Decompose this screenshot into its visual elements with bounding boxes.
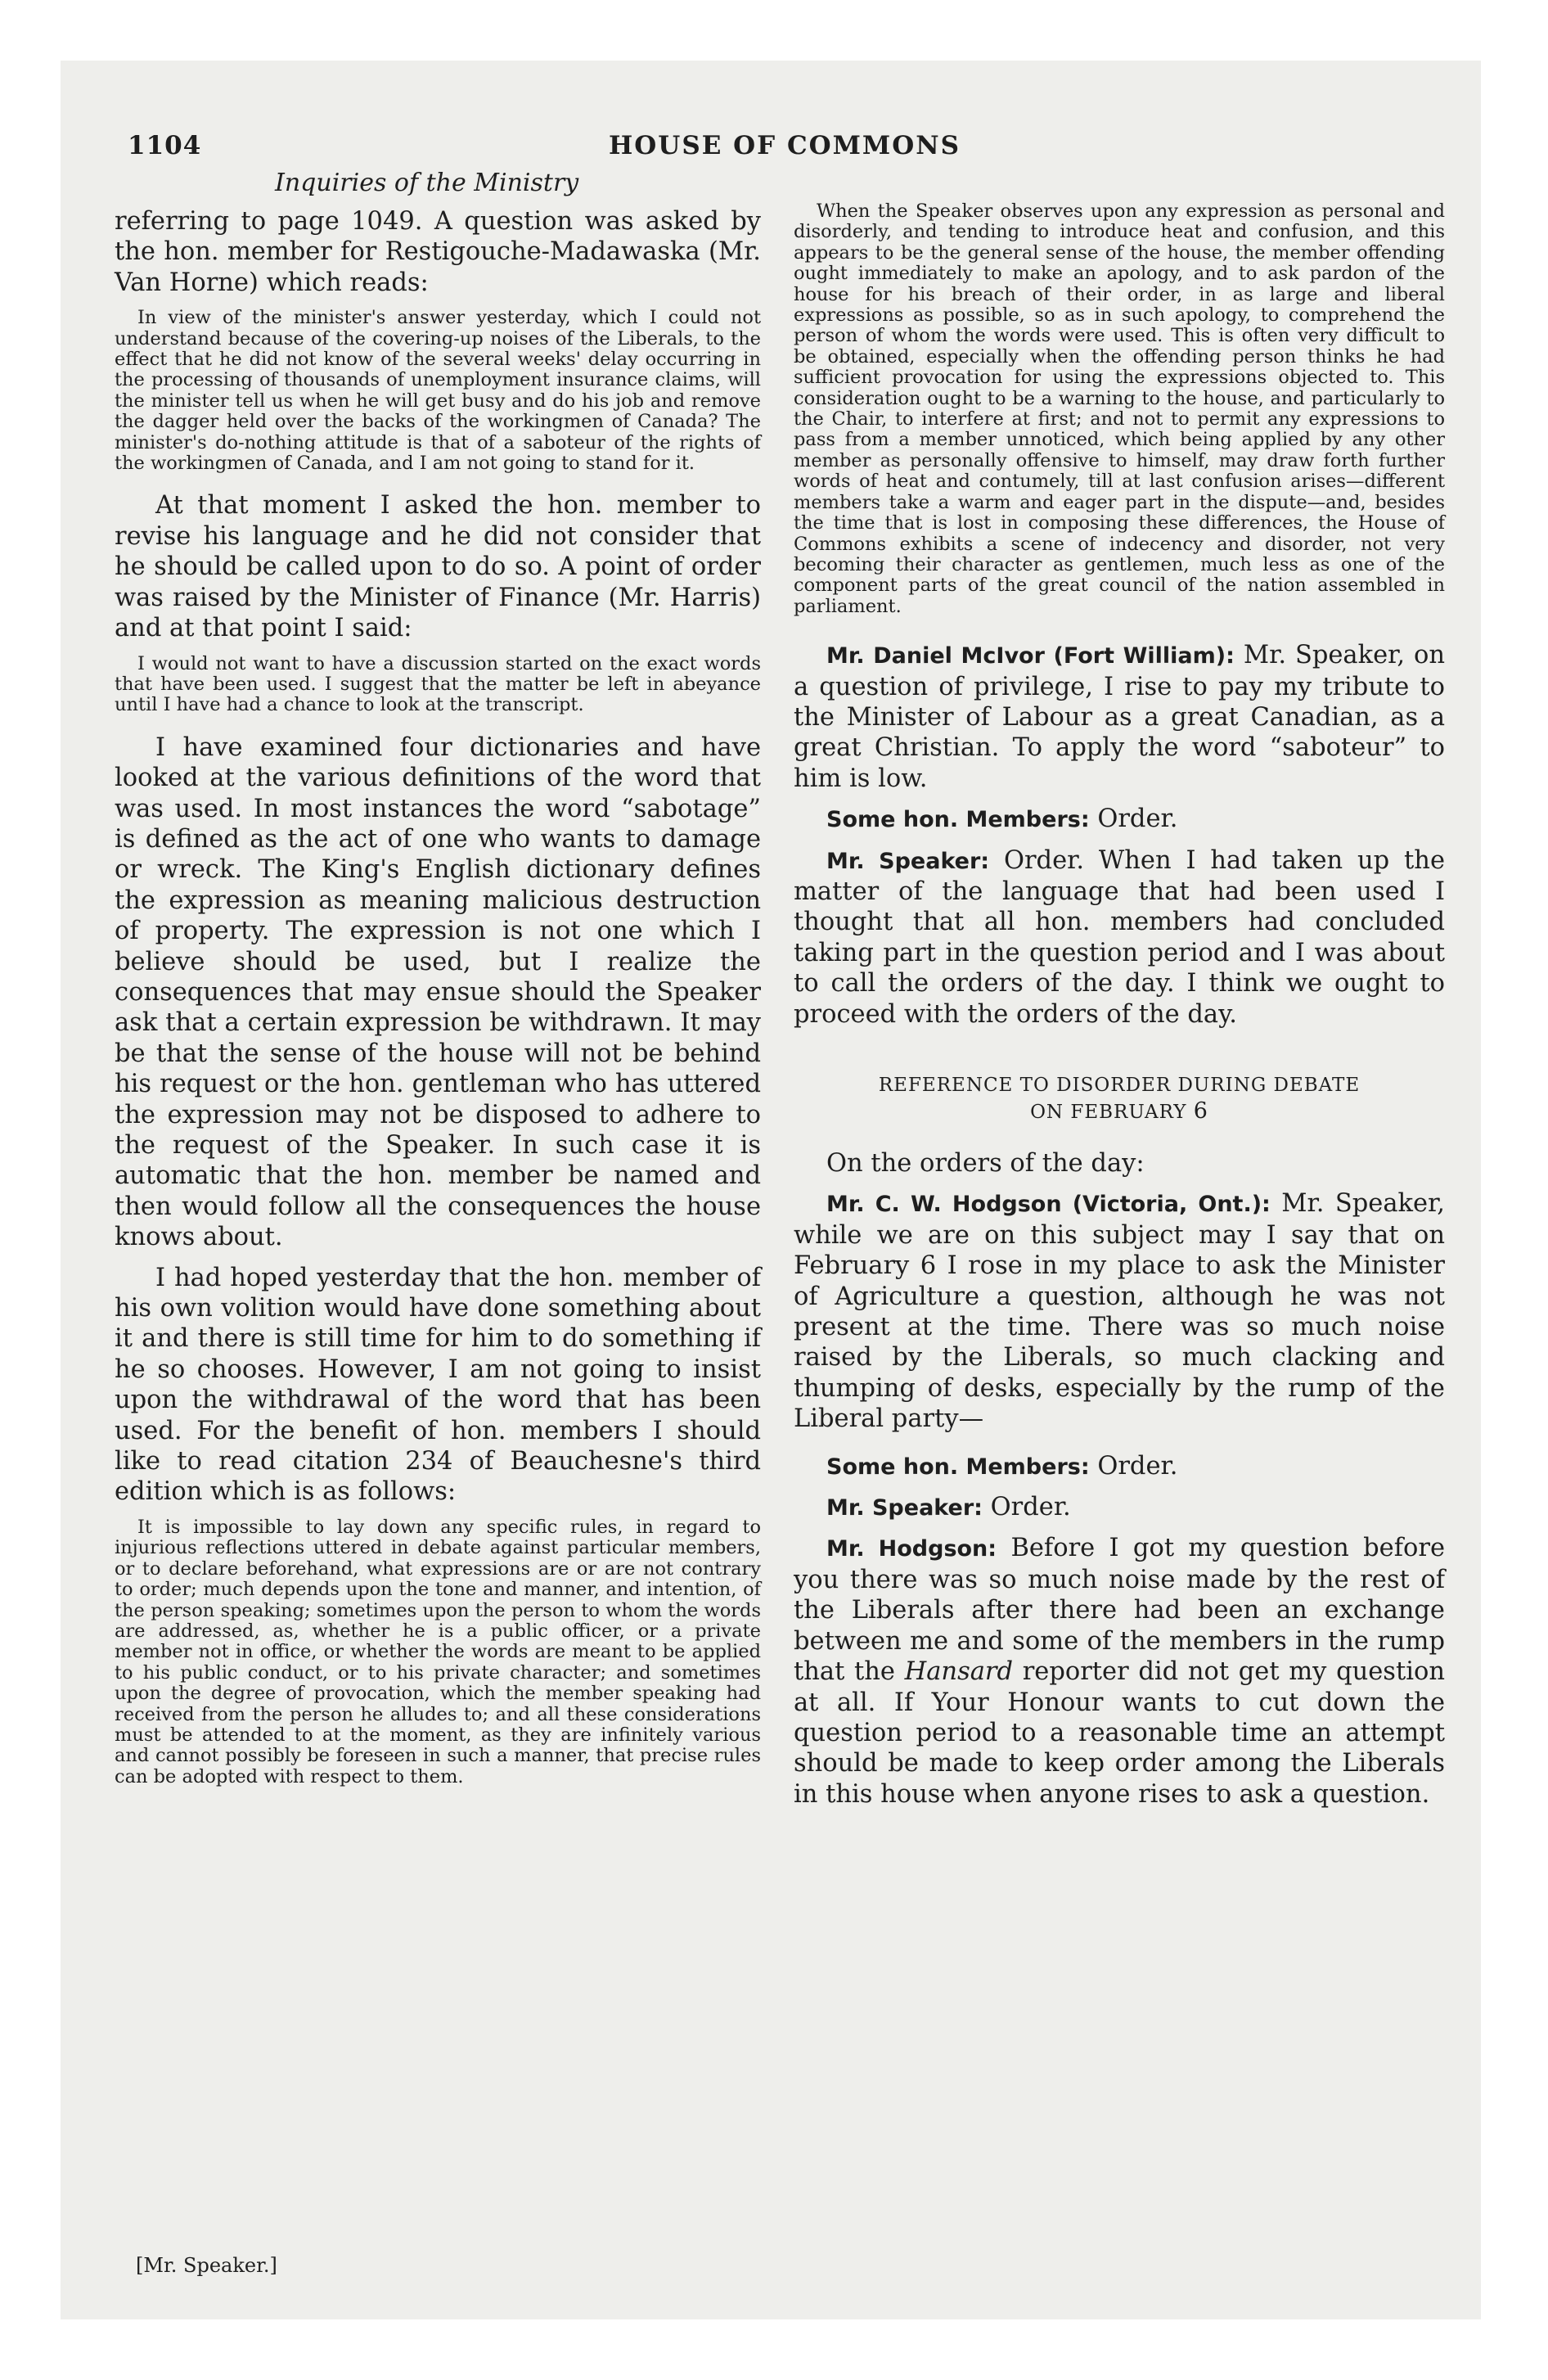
speech-text: Mr. Speaker, on a question of privilege, I rise to pay my tribute to the Minister of Labour as a great Canadian, as a great Christian. To apply the word “saboteur” to him is low.: [794, 641, 1445, 793]
page-header: HOUSE OF COMMONS: [609, 131, 961, 160]
block-quote: When the Speaker observes upon any expression as personal and disorderly, and tending to introduce heat and confusion, and this appears to be the general sense of the house, the member offending ought immediately to make an apology, and to ask pardon of the house for his breach of their order, in as large and liberal expressions as possible, so as in such apology, to comprehend the person of whom the words were used. This is often very difficult to be obtained, especially when the offending person thinks he had sufficient provocation for using the expressions objected to. This consideration ought to be a warning to the house, and particularly to the Chair, to interfere at first; and not to permit any expressions to pass from a member unnoticed, which being applied by any other member as personally offensive to himself, may draw forth further words of heat and contumely, till at last confusion arises—different members take a warm and eager part in the dispute—and, besides the time that is lost in composing these differences, the House of Commons exhibits a scene of indecency and disorder, not very becoming their character as gentlemen, much less as one of the component parts of the great council of the nation assembled in parliament.: [794, 201, 1445, 617]
block-quote: I would not want to have a discussion started on the exact words that have been used. I suggest that the matter be left in abeyance until I have had a chance to look at the transcript.: [115, 652, 761, 716]
page-number: 1104: [128, 131, 202, 160]
speech-text: Before I got my question before you there was so much noise made by the rest of the Liberals after there had been an exchange between me and some of the members in the rump that the: [794, 1534, 1446, 1687]
speech-text: Order. When I had taken up the matter of the language that had been used I thought that all hon. members had concluded taking part in the question period and I was about to call the orders of the day. I think we ought to proceed with the orders of the day.: [794, 845, 1445, 1029]
speaker-name: Mr. Daniel McIvor (Fort William):: [826, 643, 1235, 669]
speaker-name: Some hon. Members:: [826, 807, 1090, 833]
speech-mcivor: [794, 640, 1445, 794]
orders-of-the-day: On the orders of the day:: [826, 1149, 1145, 1178]
speech-members: [794, 804, 1445, 835]
speech-text: Mr. Speaker, while we are on this subject may I say that on February 6 I rose in my place to ask the Minister of Agriculture a question, although he was not present at the time. There was so much noise raised by the Liberals, so much clacking and thumping of desks, especially by the rump of the Liberal party—: [794, 1189, 1445, 1434]
speaker-name: Mr. C. W. Hodgson (Victoria, Ont.):: [826, 1192, 1271, 1218]
footer-speaker-ref: [Mr. Speaker.]: [136, 2254, 277, 2277]
right-column: [794, 201, 1445, 1810]
paragraph: I had hoped yesterday that the hon. member of his own volition would have done something about it and there is still time for him to do something if he so chooses. However, I am not going to insist upon the withdrawal of the word that has been used. For the benefit of hon. members I should like to read citation 234 of Beauchesne's third edition which is as follows:: [115, 1263, 761, 1507]
speech-hodgson: [794, 1533, 1445, 1810]
paragraph: referring to page 1049. A question was asked by the hon. member for Restigouche-Madawaska (Mr. Van Horne) which reads:: [115, 207, 761, 297]
speech-hodgson: [794, 1188, 1445, 1434]
page-sheet: [61, 61, 1481, 2319]
speaker-name: Mr. Hodgson:: [826, 1536, 997, 1562]
page-subheader: Inquiries of the Ministry: [275, 169, 579, 197]
block-quote: In view of the minister's answer yesterday, which I could not understand because of the covering-up noises of the Liberals, to the effect that he did not know of the several weeks' delay occurring in the processing of thousands of unemployment insurance claims, will the minister tell us when he will get busy and do his job and remove the dagger held over the backs of the workingmen of Canada? The minister's do-nothing attitude is that of a saboteur of the rights of the workingmen of Canada, and I am not going to stand for it.: [115, 307, 761, 475]
speaker-name: Mr. Speaker:: [826, 848, 990, 874]
speech-text: Order.: [1097, 1451, 1178, 1481]
section-heading-text: ON FEBRUARY: [1030, 1102, 1187, 1123]
speaker-name: Some hon. Members:: [826, 1454, 1090, 1480]
left-column: [115, 206, 761, 1787]
speech-speaker: [794, 845, 1445, 1030]
section-heading: [794, 1072, 1445, 1125]
speech-text: reporter did not get my question at all. If Your Honour wants to cut down the question period to a reasonable time an attempt should be made to keep order among the Liberals in this house when anyone rises to ask a question.: [794, 1657, 1445, 1809]
paragraph: At that moment I asked the hon. member to revise his language and he did not consider that he should be called upon to do so. A point of order was raised by the Minister of Finance (Mr. Harris) and at that point I said:: [115, 491, 761, 643]
speech-text: Order.: [1097, 805, 1178, 834]
block-quote: It is impossible to lay down any specific rules, in regard to injurious reflections uttered in debate against particular members, or to declare beforehand, what expressions are or are not contrary to order; much depends upon the tone and manner, and intention, of the person speaking; sometimes upon the person to whom the words are addressed, as, whether he is a public officer, or a private member not in office, or whether the words are meant to be applied to his public conduct, or to his private character; and sometimes upon the degree of provocation, which the member speaking had received from the person he alludes to; and all these considerations must be attended to at the moment, as they are infinitely various and cannot possibly be foreseen in such a manner, that precise rules can be adopted with respect to them.: [115, 1516, 761, 1787]
speech-members: [794, 1451, 1445, 1482]
hansard-italic: Hansard: [904, 1657, 1014, 1687]
section-heading-line: REFERENCE TO DISORDER DURING DEBATE: [878, 1075, 1361, 1096]
section-heading-number: 6: [1193, 1098, 1208, 1124]
speech-text: Order.: [990, 1493, 1071, 1522]
section-heading-line: [794, 1098, 1445, 1125]
paragraph: I have examined four dictionaries and have looked at the various definitions of the word that was used. In most instances the word “sabotage” is defined as the act of one who wants to damage or wreck. The King's English dictionary defines the expression as meaning malicious destruction of property. The expression is not one which I believe should be used, but I realize the consequences that may ensue should the Speaker ask that a certain expression be withdrawn. It may be that the sense of the house will not be behind his request or the hon. gentleman who has uttered the expression may not be disposed to adhere to the request of the Speaker. In such case it is automatic that the hon. member be named and then would follow all the consequences the house knows about.: [115, 732, 761, 1252]
speech-speaker: [794, 1492, 1445, 1523]
speaker-name: Mr. Speaker:: [826, 1495, 983, 1521]
